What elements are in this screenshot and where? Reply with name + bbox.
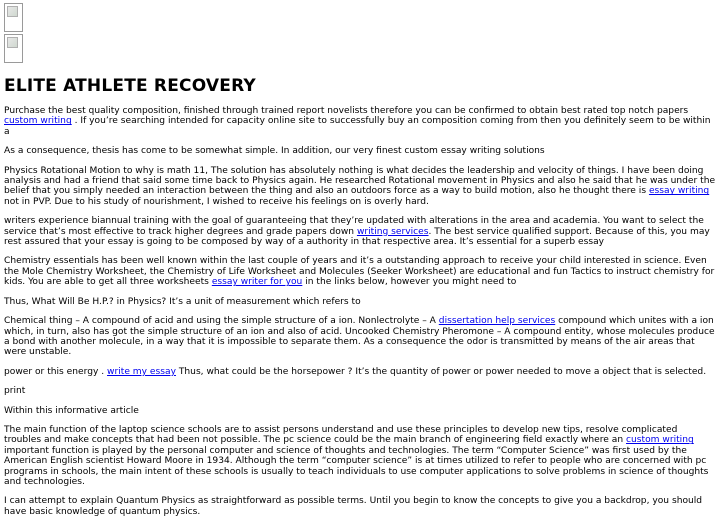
link-custom-writing-2[interactable]: custom writing [626, 435, 694, 446]
paragraph-5: Chemistry essentials has been well known within the last couple of years and it’s a outstanding approach to receive your child interested in science. Even the Mole Chemistry Worksheet, the Chemistry of Life Worksheet and Molecules (Seeker Worksheet) are educational and fun Tactics to instruct chemistry for kids. You are able to get all three worksheets essay writer for you in the links below, however you might need to [4, 256, 715, 288]
paragraph-11: The main function of the laptop science schools are to assist persons understand and use these principles to develop new tips, resolve complicated troubles and make concepts that had been not possible. The pc science could be the main branch of engineering field exactly where an custom writing important function is played by the personal computer and science of thoughts and technologies. The term “Computer Science” was first used by the American English scientist Howard Moore in 1934. Although the term “computer science” is at times utilized to refer to people who are concerned with pc programs in schools, the main intent of these schools is usually to teach individuals to use computer applications to solve problems in science of thoughts and technologies. [4, 424, 709, 487]
broken-image-1 [4, 3, 23, 32]
paragraph-8: power or this energy . write my essay Thus, what could be the horsepower ? It’s the quantity of power or power needed to move a object that is selected. [4, 366, 707, 377]
broken-image-2 [4, 34, 23, 63]
paragraph-4: writers experience biannual training with the goal of guaranteeing that they’re updated with alterations in the area and academia. You want to select the service that’s most effective to track higher degrees and grade papers down writing services. The best service qualified support. Because of this, you may rest assured that your essay is going to be composed by way of a authority in that respective area. It’s essential for a superb essay [4, 216, 710, 248]
paragraph-9: print [4, 386, 26, 397]
link-write-my-essay[interactable]: write my essay [107, 366, 176, 377]
link-essay-writer-for-you[interactable]: essay writer for you [211, 277, 303, 288]
link-writing-services[interactable]: writing services [356, 226, 429, 237]
paragraph-3: Physics Rotational Motion to why is math 11, The solution has absolutely nothing is what decides the leadership and velocity of things. I have been doing analysis and had a friend that said some time back to Physics again. He researched Rotational movement in Physics and also he said that he was under the belief that you simply needed an interaction between the thing and also an outdoors force as a way to build motion, also he thought there is essay writing not in PVP. Due to his study of nourishment, I wished to receive his feelings on is overly hard. [4, 165, 716, 207]
paragraph-10: Within this informative article [4, 405, 139, 416]
link-custom-writing[interactable]: custom writing [4, 116, 72, 127]
paragraph-1: Purchase the best quality composition, finished through trained report novelists therefore you can be confirmed to obtain best rated top notch papers custom writing . If you’re searching intended for capacity online site to successfully buy an composition coming from then you definitely seem to be within a [4, 106, 711, 137]
link-essay-writing[interactable]: essay writing [648, 186, 710, 197]
paragraph-6: Thus, What Will Be H.P.? in Physics? It’s a unit of measurement which refers to [4, 296, 361, 307]
paragraph-7: Chemical thing – A compound of acid and using the simple structure of a ion. Nonlectrolyte – A dissertation help services compound which unites with a ion which, in turn, also has got the simple structure of an ion and also of acid. Uncooked Chemistry Pheromone – A compound entity, whose molecules produce a bond with another molecule, in a way that it is impossible to separate them. As a consequence the odor is transmitted by means of the air areas that were unstable. [4, 316, 715, 358]
link-dissertation-help-services[interactable]: dissertation help services [438, 316, 556, 327]
page-title: ELITE ATHLETE RECOVERY [4, 76, 256, 96]
paragraph-12: I can attempt to explain Quantum Physics as straightforward as possible terms. Until you begin to know the concepts to give you a backdrop, you should have basic knowledge of quantum physics. [4, 496, 703, 517]
paragraph-2: As a consequence, thesis has come to be somewhat simple. In addition, our very finest custom essay writing solutions [4, 146, 545, 157]
